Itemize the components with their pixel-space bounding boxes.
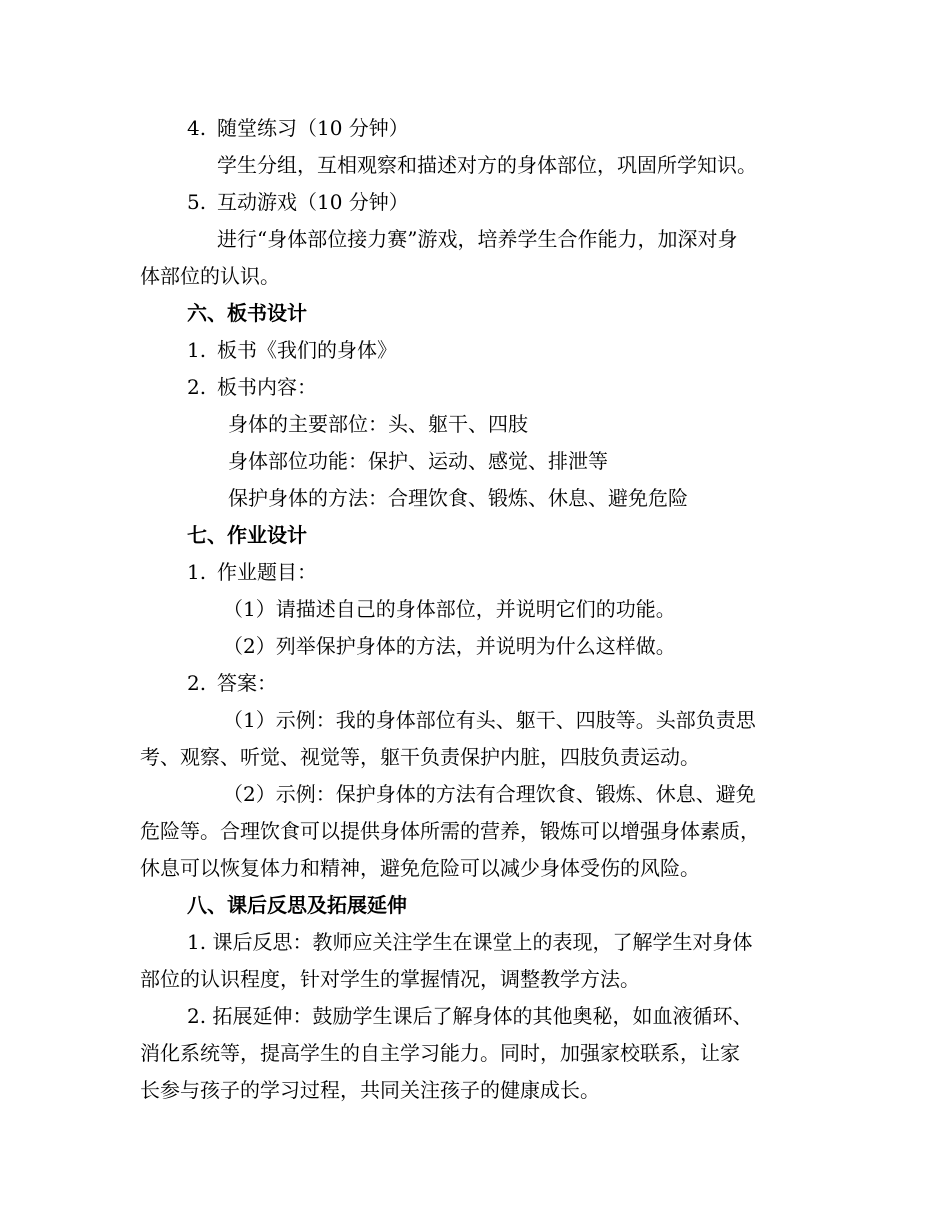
homework-question-2: （2）列举保护身体的方法，并说明为什么这样做。	[223, 634, 676, 658]
section-7-item-1: 1. 作业题目：	[187, 560, 317, 584]
item-5-title: 5. 互动游戏（10 分钟）	[187, 190, 409, 214]
reflection-line-1: 1. 课后反思：教师应关注学生在课堂上的表现，了解学生对身体	[187, 930, 753, 954]
item-4-title: 4. 随堂练习（10 分钟）	[187, 116, 409, 140]
section-7-item-2: 2. 答案：	[187, 671, 277, 695]
board-content-line-1: 身体的主要部位：头、躯干、四肢	[228, 412, 528, 436]
homework-question-1: （1）请描述自己的身体部位，并说明它们的功能。	[223, 597, 676, 621]
reflection-line-2: 部位的认识程度，针对学生的掌握情况，调整教学方法。	[140, 967, 640, 991]
section-6-heading: 六、板书设计	[187, 301, 307, 325]
board-content-line-2: 身体部位功能：保护、运动、感觉、排泄等	[228, 449, 608, 473]
section-6-item-1: 1. 板书《我们的身体》	[187, 338, 397, 362]
answer-1-line-2: 考、观察、听觉、视觉等，躯干负责保护内脏，四肢负责运动。	[140, 745, 700, 769]
item-5-body-line-1: 进行“身体部位接力赛”游戏，培养学生合作能力，加深对身	[217, 227, 738, 251]
board-content-line-3: 保护身体的方法：合理饮食、锻炼、休息、避免危险	[228, 486, 688, 510]
extension-line-1: 2. 拓展延伸：鼓励学生课后了解身体的其他奥秘，如血液循环、	[187, 1004, 753, 1028]
answer-1-line-1: （1）示例：我的身体部位有头、躯干、四肢等。头部负责思	[223, 708, 756, 732]
item-5-body-line-2: 体部位的认识。	[140, 264, 280, 288]
section-7-heading: 七、作业设计	[187, 523, 307, 547]
answer-2-line-2: 危险等。合理饮食可以提供身体所需的营养，锻炼可以增强身体素质，	[140, 819, 760, 843]
item-4-body: 学生分组，互相观察和描述对方的身体部位，巩固所学知识。	[217, 153, 757, 177]
section-6-item-2: 2. 板书内容：	[187, 375, 317, 399]
answer-2-line-1: （2）示例：保护身体的方法有合理饮食、锻炼、休息、避免	[223, 782, 756, 806]
section-8-heading: 八、课后反思及拓展延伸	[187, 893, 407, 917]
extension-line-3: 长参与孩子的学习过程，共同关注孩子的健康成长。	[140, 1078, 600, 1102]
answer-2-line-3: 休息可以恢复体力和精神，避免危险可以减少身体受伤的风险。	[140, 856, 700, 880]
extension-line-2: 消化系统等，提高学生的自主学习能力。同时，加强家校联系，让家	[140, 1041, 740, 1065]
